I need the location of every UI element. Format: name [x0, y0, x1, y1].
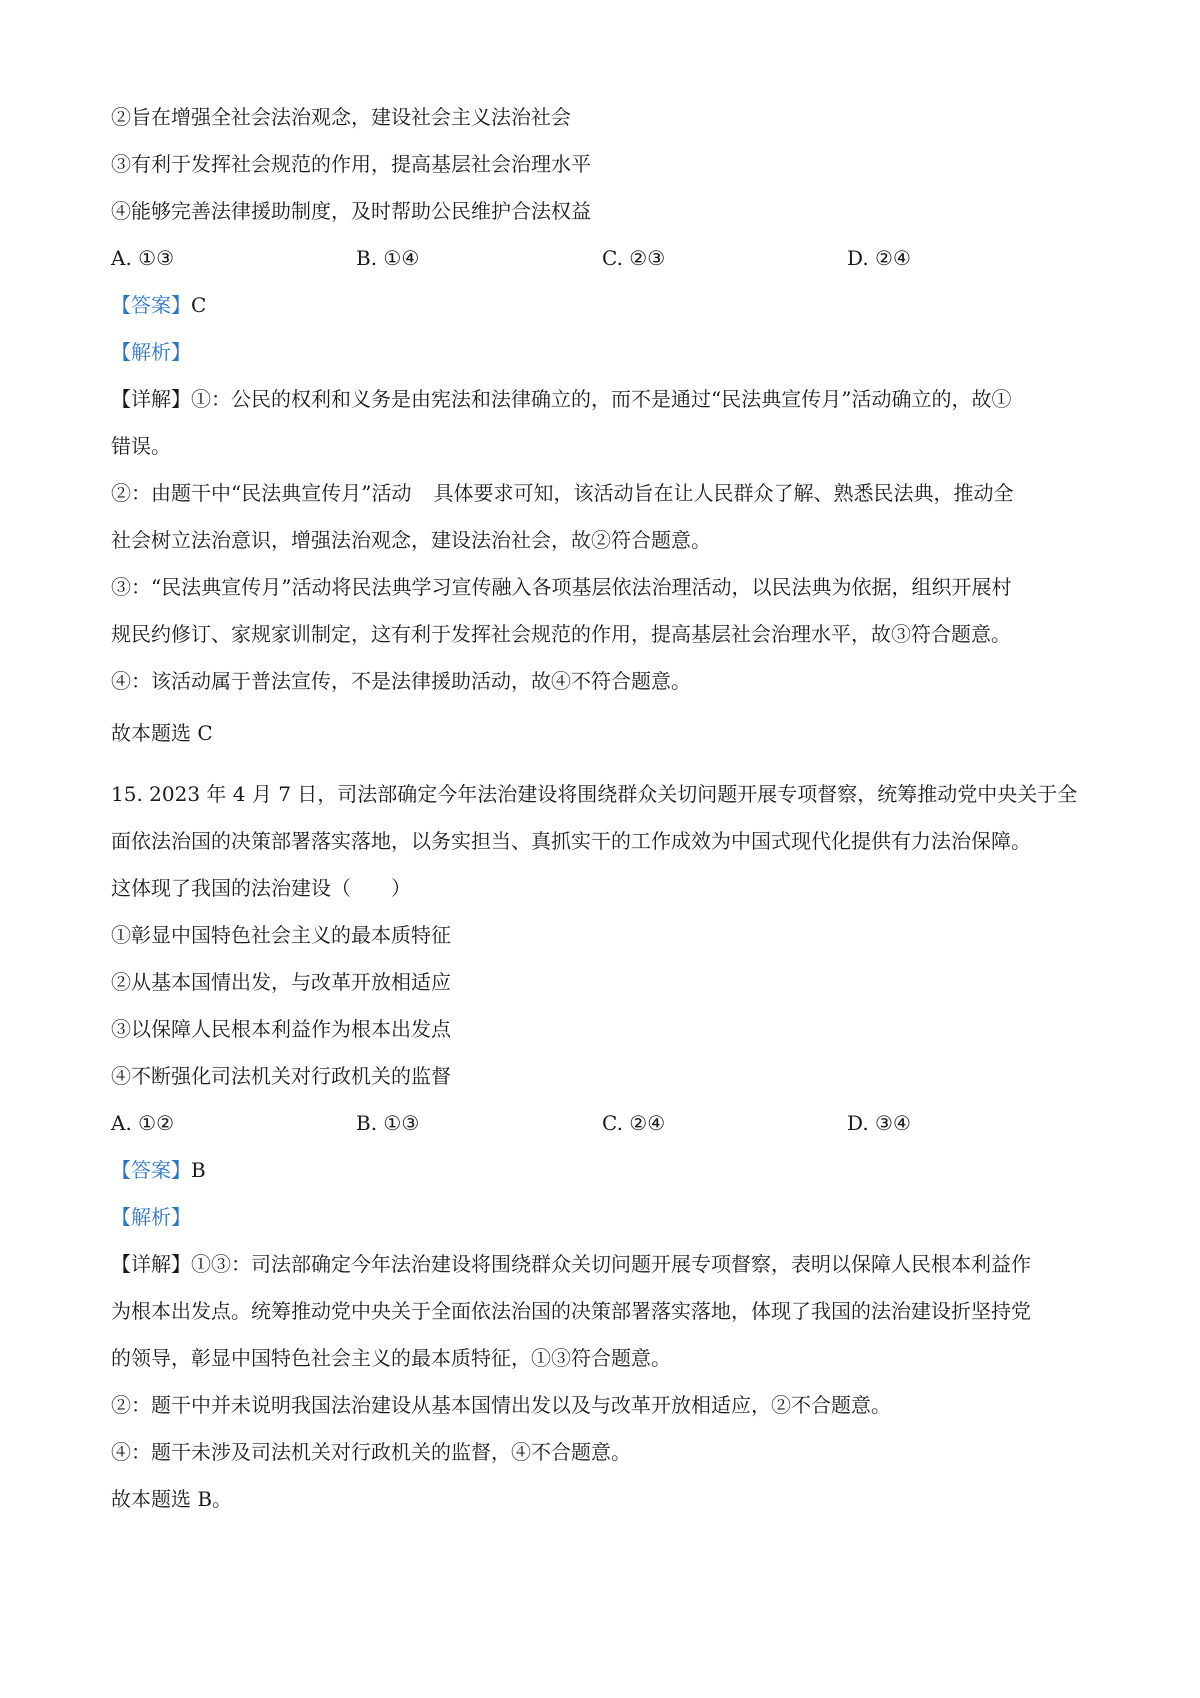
q15-stem-line-2: 面依法治国的决策部署落实落地，以务实担当、真抓实干的工作成效为中国式现代化提供有力法治保障。 — [111, 829, 1031, 853]
detail-text-b: 具体要求可知，该活动旨在让人民群众了解、熟悉民法典，推动全 — [433, 481, 1014, 505]
q15-answer — [111, 1156, 1100, 1184]
q15-option-b: B. ①③ — [356, 1111, 420, 1135]
detail-text-a: ②：由题干中“民法典宣传月”活动 — [111, 481, 412, 505]
q15-statement-4: ④不断强化司法机关对行政机关的监督 — [111, 1064, 451, 1088]
analysis-tag: 【解析】 — [111, 340, 191, 364]
q14-option-b: B. ①④ — [356, 246, 420, 270]
q14-conclusion: 故本题选 C — [111, 721, 213, 745]
q14-detail-line-1 — [111, 385, 1100, 413]
q14-statement-2: ②旨在增强全社会法治观念，建设社会主义法治社会 — [111, 105, 571, 129]
q15-option-a: A. ①② — [111, 1111, 175, 1135]
q14-detail-line-3 — [111, 479, 1100, 507]
q15-option-d: D. ③④ — [847, 1111, 911, 1135]
q14-statement-3: ③有利于发挥社会规范的作用，提高基层社会治理水平 — [111, 152, 591, 176]
q14-detail-line-6: 规民约修订、家规家训制定，这有利于发挥社会规范的作用，提高基层社会治理水平，故③符合题意。 — [111, 622, 1011, 646]
analysis-tag: 【解析】 — [111, 1205, 191, 1229]
q14-detail-line-7: ④：该活动属于普法宣传，不是法律援助活动，故④不符合题意。 — [111, 669, 691, 693]
detail-tag: 【详解】 — [111, 1252, 191, 1276]
detail-text: ①③：司法部确定今年法治建设将围绕群众关切问题开展专项督察，表明以保障人民根本利益作 — [191, 1252, 1031, 1276]
q15-detail-line-5: ④：题干未涉及司法机关对行政机关的监督，④不合题意。 — [111, 1440, 631, 1464]
answer-tag: 【答案】 — [111, 1158, 191, 1182]
answer-value: B — [191, 1158, 206, 1182]
q15-options — [111, 1109, 1011, 1137]
q15-analysis — [111, 1203, 1100, 1231]
q14-statement-4: ④能够完善法律援助制度，及时帮助公民维护合法权益 — [111, 199, 591, 223]
q15-stem-line-1: 15. 2023 年 4 月 7 日，司法部确定今年法治建设将围绕群众关切问题开展专项督察，统筹推动党中央关于全 — [111, 782, 1078, 806]
q15-option-c: C. ②④ — [602, 1111, 666, 1135]
detail-text: ①：公民的权利和义务是由宪法和法律确立的，而不是通过“民法典宣传月”活动确立的，故① — [191, 387, 1012, 411]
q15-conclusion: 故本题选 B。 — [111, 1487, 233, 1511]
q14-option-a: A. ①③ — [111, 246, 175, 270]
q14-analysis — [111, 338, 1100, 366]
detail-tag: 【详解】 — [111, 387, 191, 411]
q15-detail-line-4: ②：题干中并未说明我国法治建设从基本国情出发以及与改革开放相适应，②不合题意。 — [111, 1393, 891, 1417]
q15-statement-1: ①彰显中国特色社会主义的最本质特征 — [111, 923, 451, 947]
q15-detail-line-2: 为根本出发点。统筹推动党中央关于全面依法治国的决策部署落实落地，体现了我国的法治建设折坚持党 — [111, 1299, 1031, 1323]
q14-option-c: C. ②③ — [602, 246, 666, 270]
answer-tag: 【答案】 — [111, 293, 191, 317]
q15-statement-2: ②从基本国情出发，与改革开放相适应 — [111, 970, 451, 994]
q15-detail-line-1 — [111, 1250, 1100, 1278]
q14-option-d: D. ②④ — [847, 246, 911, 270]
q14-detail-line-4: 社会树立法治意识，增强法治观念，建设法治社会，故②符合题意。 — [111, 528, 711, 552]
q14-detail-line-2: 错误。 — [111, 434, 171, 458]
q15-statement-3: ③以保障人民根本利益作为根本出发点 — [111, 1017, 451, 1041]
q14-detail-line-5: ③：“民法典宣传月”活动将民法典学习宣传融入各项基层依法治理活动，以民法典为依据，组织开展村 — [111, 575, 1012, 599]
q15-detail-line-3: 的领导，彰显中国特色社会主义的最本质特征，①③符合题意。 — [111, 1346, 671, 1370]
q15-stem-line-3: 这体现了我国的法治建设（ ） — [111, 876, 411, 900]
q14-options — [111, 244, 1011, 272]
answer-value: C — [191, 293, 207, 317]
q14-answer — [111, 291, 1100, 319]
